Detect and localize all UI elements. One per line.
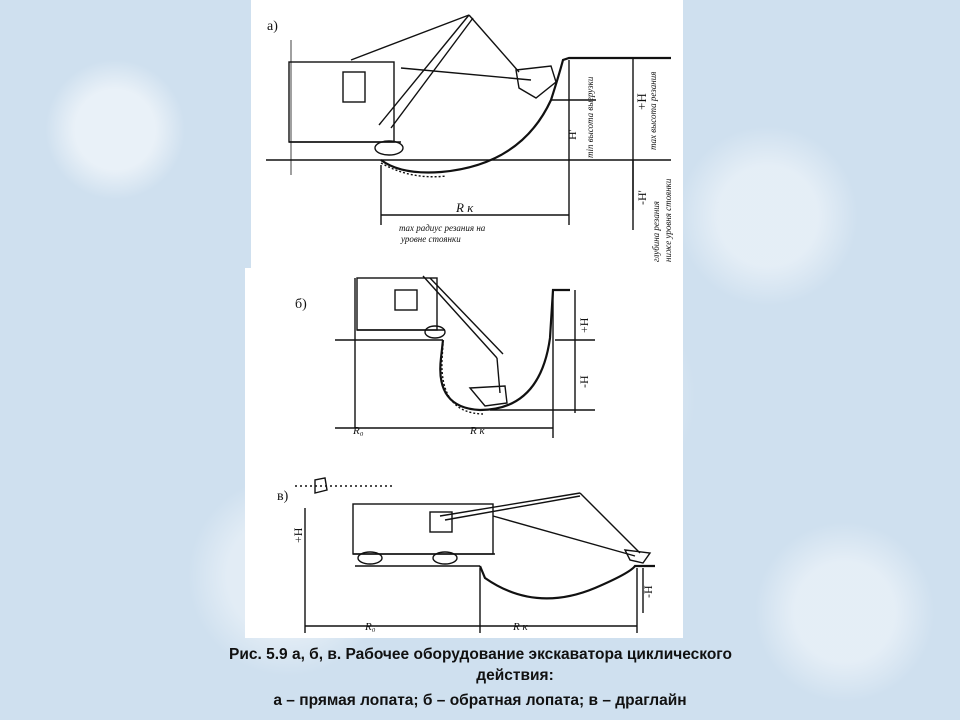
figure-c-h-minus: -H xyxy=(641,585,655,598)
figure-a-radius: R к xyxy=(456,200,474,215)
figure-a-h-prime: H' xyxy=(565,129,579,140)
figure-a-h-plus: +H xyxy=(634,93,649,110)
figure-b-h-minus: -H xyxy=(577,375,591,388)
figure-a-h-minus: -H' xyxy=(635,190,649,205)
figure-bc-panel xyxy=(245,268,683,638)
figure-b-label: б) xyxy=(295,297,307,312)
figure-b-rk: R к xyxy=(470,425,485,437)
figure-bc-drawing xyxy=(245,268,683,638)
figure-a-min-unload-height: min высота выгрузки xyxy=(585,76,595,158)
figure-a-label: а) xyxy=(267,19,278,34)
figure-a-max-cut-height: max высота резания xyxy=(648,71,658,150)
figure-a-depth-note-2: ниже уровня стоянки xyxy=(663,178,673,262)
figure-c-h-plus: +H xyxy=(291,527,305,543)
figure-c-r0: R₀ xyxy=(365,621,376,633)
figure-b-h-plus: +H xyxy=(577,317,591,333)
figure-a-panel xyxy=(251,0,683,268)
figure-a-drawing xyxy=(251,0,683,268)
figure-a-depth-note-1: глубина резания xyxy=(651,201,661,262)
caption-line-3: а – прямая лопата; б – обратная лопата; в – драглайн xyxy=(273,692,687,709)
figure-c-label: в) xyxy=(277,489,289,504)
caption-line-2: действия: xyxy=(476,667,554,684)
figure-a-radius-note-1: max радиус резания на xyxy=(399,223,486,233)
figure-c-rk: R к xyxy=(513,621,528,633)
figure-b-r0: R₀ xyxy=(353,425,364,437)
figure-a-radius-note-2: уровне стоянки xyxy=(401,234,461,244)
caption-line-1: Рис. 5.9 а, б, в. Рабочее оборудование экскаватора циклического xyxy=(229,646,733,663)
